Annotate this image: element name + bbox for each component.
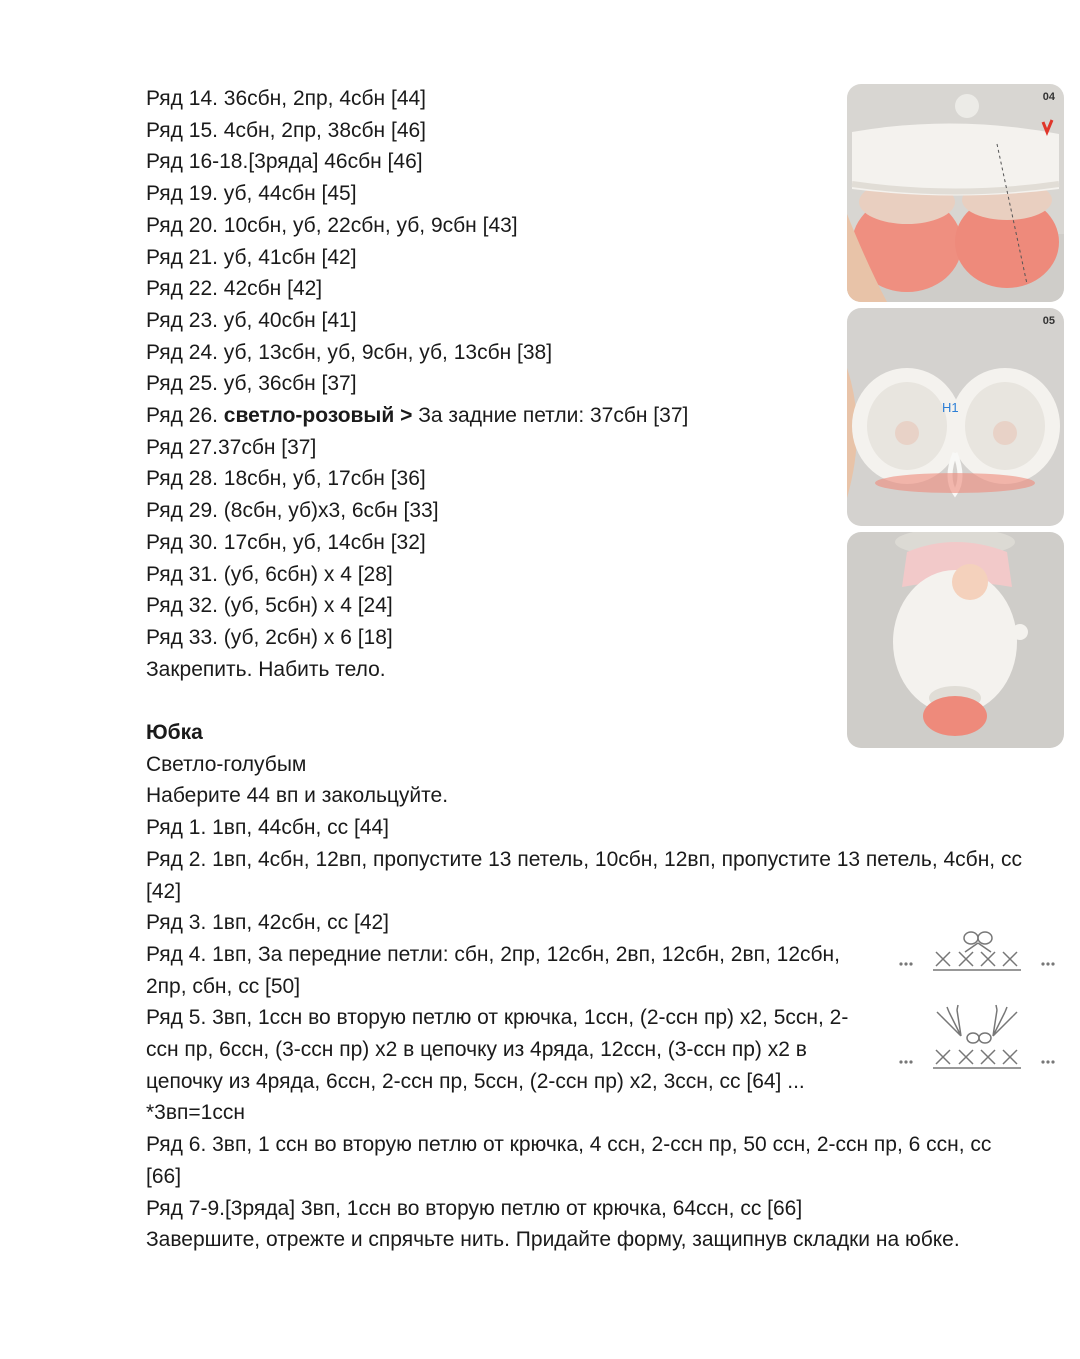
photo-body	[847, 532, 1064, 748]
stitch-diagram-row-5-svg	[893, 996, 1063, 1076]
row-16-18: Ряд 16-18.[3ряда] 46сбн [46]	[146, 150, 423, 174]
skirt-row-5: Ряд 5. 3вп, 1ссн во вторую петлю от крючка, 1ссн, (2-ссн пр) x2, 5ссн, 2-ссн пр, 6ссн, (3-ссн пр) x2 в цепочку из 4ряда, 12ссн, (3-ссн пр) x2 в цепочку из 4ряда, 6ссн, 2-ссн пр, 5ссн, (2-ссн пр) x2, 3ссн, сс [64] ... *3вп=1ссн	[146, 1006, 849, 1125]
row-29: Ряд 29. (8сбн, уб)x3, 6сбн [33]	[146, 499, 439, 523]
row-20: Ряд 20. 10сбн, уб, 22сбн, уб, 9сбн [43]	[146, 213, 518, 237]
skirt-intro: Наберите 44 вп и закольцуйте.	[146, 784, 449, 808]
photo-label-05: 05	[1042, 315, 1055, 327]
photo-shoes-illustration	[847, 84, 1064, 302]
row-25: Ряд 25. уб, 36сбн [37]	[146, 372, 357, 396]
row-26-color: светло-розовый >	[223, 404, 413, 428]
photo-body-illustration	[847, 532, 1064, 748]
skirt-row-1: Ряд 1. 1вп, 44сбн, сс [44]	[146, 816, 390, 840]
section-heading-skirt: Юбка	[146, 721, 203, 745]
photo-soles-illustration	[847, 308, 1064, 526]
row-28: Ряд 28. 18сбн, уб, 17сбн [36]	[146, 467, 426, 491]
skirt-row-4: Ряд 4. 1вп, За передние петли: сбн, 2пр, 12сбн, 2вп, 12сбн, 2вп, 12сбн, 2пр, сбн, сс [50]	[146, 942, 840, 998]
stitch-diagram-row-4	[893, 924, 1063, 974]
row-33: Ряд 33. (уб, 2сбн) x 6 [18]	[146, 625, 393, 649]
row-27: Ряд 27.37сбн [37]	[146, 435, 317, 459]
photo-mark-h1: H1	[942, 400, 959, 415]
stitch-diagram-row-5	[893, 996, 1063, 1076]
skirt-finish: Завершите, отрежте и спрячьте нить. Придайте форму, защипнув складки на юбке.	[146, 1228, 960, 1252]
row-22: Ряд 22. 42сбн [42]	[146, 277, 323, 301]
skirt-row-3: Ряд 3. 1вп, 42сбн, сс [42]	[146, 911, 390, 935]
row-19: Ряд 19. уб, 44сбн [45]	[146, 182, 357, 206]
finish-body: Закрепить. Набить тело.	[146, 657, 386, 681]
row-30: Ряд 30. 17сбн, уб, 14сбн [32]	[146, 530, 426, 554]
row-23: Ряд 23. уб, 40сбн [41]	[146, 308, 357, 332]
skirt-row-6: Ряд 6. 3вп, 1 ссн во вторую петлю от крючка, 4 ссн, 2-ссн пр, 50 ссн, 2-ссн пр, 6 ссн, сс [66]	[146, 1133, 992, 1188]
row-32: Ряд 32. (уб, 5сбн) x 4 [24]	[146, 594, 393, 618]
row-26-prefix: Ряд 26.	[146, 404, 224, 428]
photo-step-05	[847, 308, 1064, 526]
skirt-row-7-9: Ряд 7-9.[3ряда] 3вп, 1ссн во вторую петлю от крючка, 64ссн, сс [66]	[146, 1196, 803, 1220]
row-26-suffix: За задние петли: 37сбн [37]	[412, 404, 689, 428]
row-15: Ряд 15. 4сбн, 2пр, 38сбн [46]	[146, 118, 427, 142]
row-24: Ряд 24. уб, 13сбн, уб, 9сбн, уб, 13сбн [38]	[146, 340, 553, 364]
skirt-row-2: Ряд 2. 1вп, 4сбн, 12вп, пропустите 13 петель, 10сбн, 12вп, пропустите 13 петель, 4сбн, сс [42]	[146, 847, 1022, 903]
row-31: Ряд 31. (уб, 6сбн) x 4 [28]	[146, 562, 393, 586]
photo-label-04: 04	[1042, 91, 1055, 103]
row-21: Ряд 21. уб, 41сбн [42]	[146, 245, 357, 269]
skirt-color: Светло-голубым	[146, 752, 307, 776]
stitch-diagram-row-4-svg	[893, 924, 1063, 974]
row-14: Ряд 14. 36сбн, 2пр, 4сбн [44]	[146, 87, 427, 110]
photo-step-04	[847, 84, 1064, 302]
